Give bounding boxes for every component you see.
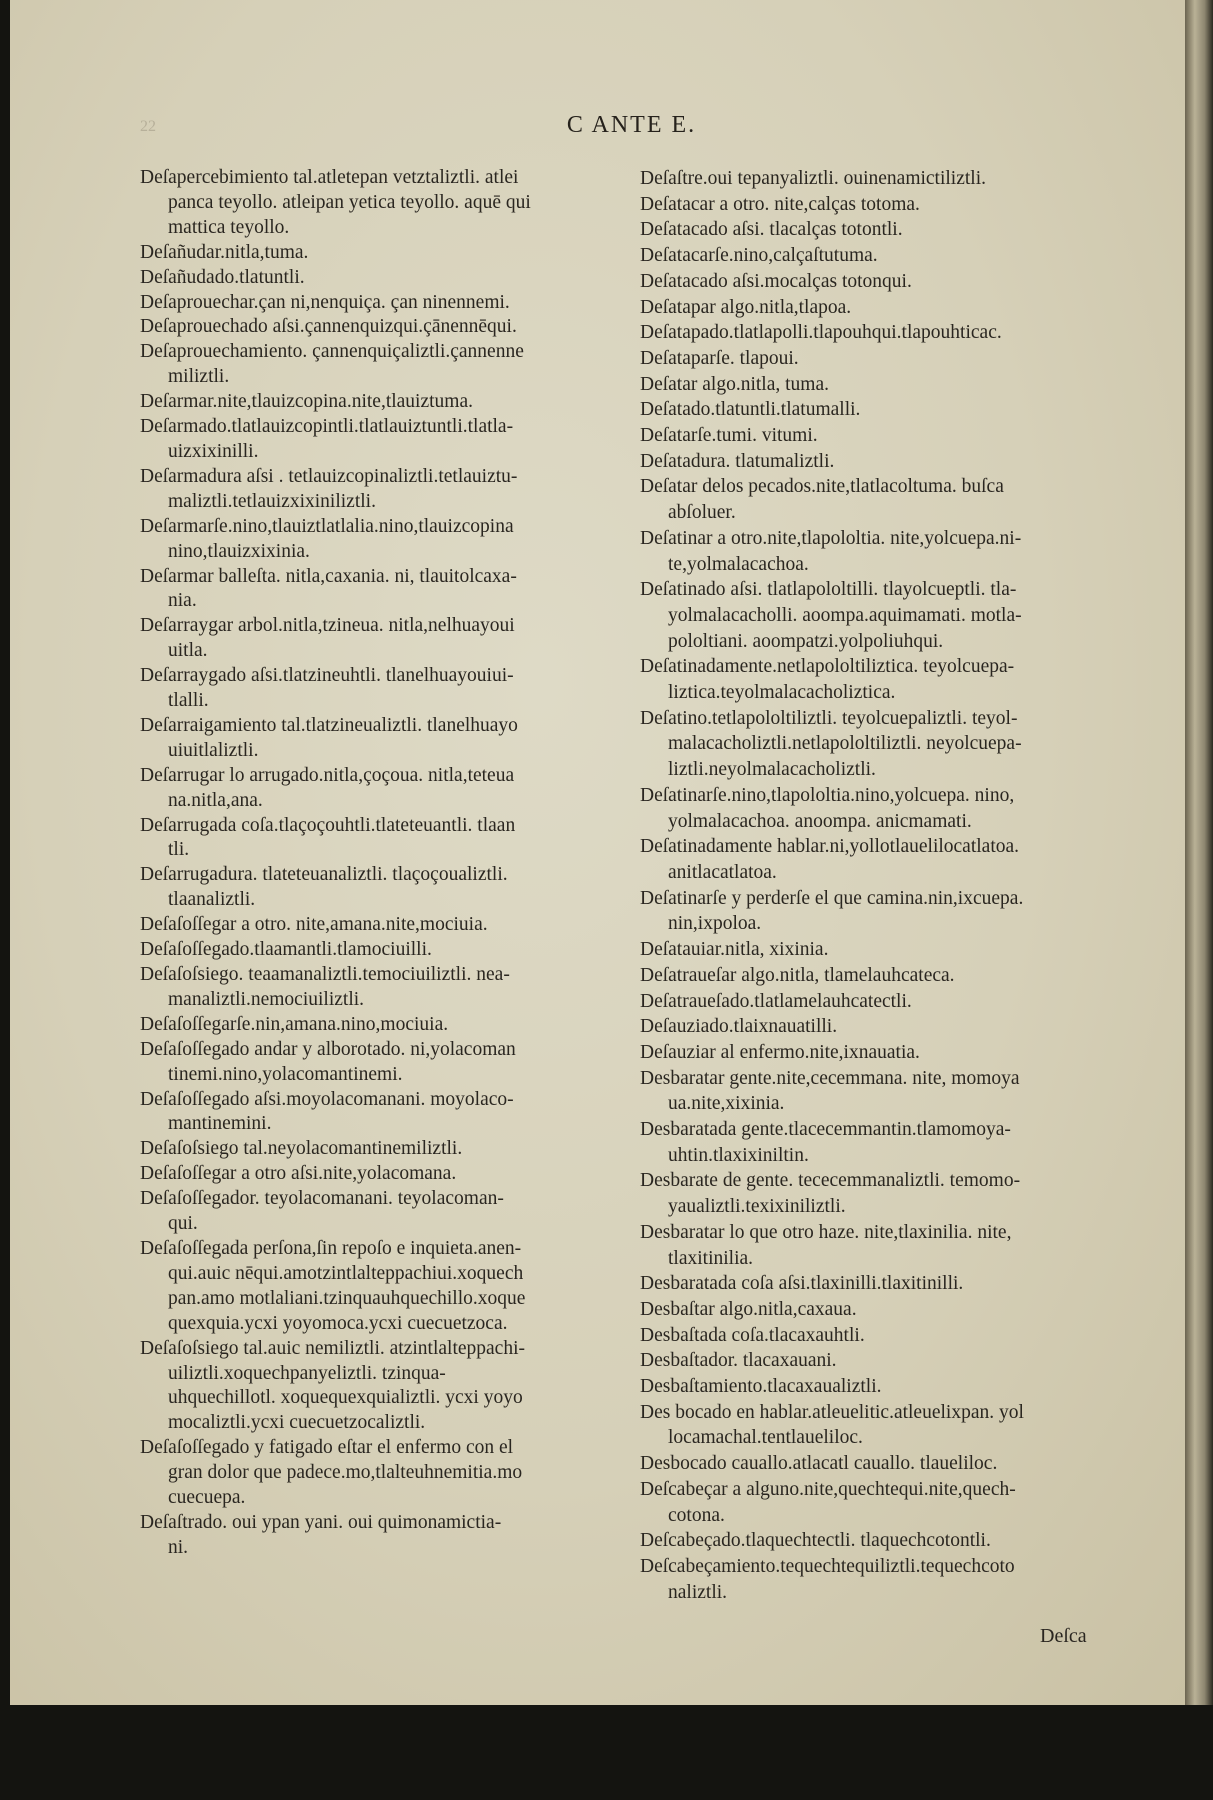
- entry-continuation: abſoluer.: [668, 502, 736, 524]
- entry-headline: Deſaſoſſegada perſona,ſin repoſo e inquieta.anen-: [140, 1237, 522, 1259]
- entry-headline: Deſatacado aſsi. tlacalças totontli.: [640, 219, 903, 241]
- entry-headline: Deſatraueſado.tlatlamelauhcatectli.: [640, 990, 912, 1012]
- entry-continuation: yolmalacacholli. aoompa.aquimamati. motla-: [668, 604, 1022, 626]
- entry-headline: Desbaratar gente.nite,cecemmana. nite, momoya: [640, 1067, 1020, 1089]
- entry-continuation: yaualiztli.texixiniliztli.: [668, 1196, 846, 1218]
- entry-headline: Deſarraygar arbol.nitla,tzineua. nitla,nelhuayoui: [140, 615, 515, 637]
- entry-headline: Deſatinar a otro.nite,tlapololtia. nite,yolcuepa.ni-: [640, 527, 1022, 549]
- dictionary-entry: [640, 243, 1024, 269]
- entry-headline: Deſaſoſsiego tal.neyolacomantinemiliztli.: [140, 1138, 463, 1160]
- entry-headline: Deſauziado.tlaixnauatilli.: [640, 1016, 838, 1038]
- dictionary-entry: [640, 192, 1024, 218]
- dictionary-entry: [640, 1297, 1024, 1323]
- dictionary-entry: [640, 1168, 1024, 1219]
- entry-continuation: tlaxitinilia.: [668, 1247, 754, 1269]
- entry-continuation: gran dolor que padece.mo,tlalteuhnemitia.mo: [168, 1462, 523, 1484]
- entry-continuation: mantinemini.: [168, 1113, 272, 1135]
- catchword: Deſca: [1040, 1625, 1087, 1647]
- dictionary-entry: [140, 1162, 531, 1187]
- entry-continuation: uhtin.tlaxixiniltin.: [668, 1144, 809, 1166]
- entry-continuation: tlaanaliztli.: [168, 889, 256, 911]
- entry-headline: Desbaſtador. tlacaxauani.: [640, 1350, 837, 1372]
- entry-continuation: manaliztli.nemociuiliztli.: [168, 988, 365, 1010]
- entry-continuation: liztica.teyolmalacacholiztica.: [668, 682, 896, 704]
- entry-headline: Deſaſoſſegar a otro aſsi.nite,yolacomana.: [140, 1163, 457, 1185]
- dictionary-entry: [640, 937, 1024, 963]
- entry-continuation: qui.: [168, 1213, 198, 1235]
- dictionary-entry: [640, 1528, 1024, 1554]
- entry-headline: Deſañudar.nitla,tuma.: [140, 241, 309, 263]
- entry-headline: Deſaſoſſegado aſsi.moyolacomanani. moyolaco-: [140, 1088, 514, 1110]
- entry-continuation: nino,tlauizxixinia.: [168, 540, 310, 562]
- entry-continuation: pololtiani. aoompatzi.yolpoliuhqui.: [668, 630, 944, 652]
- dictionary-entry: [140, 1038, 531, 1088]
- entry-continuation: anitlacatlatoa.: [668, 861, 777, 883]
- entry-continuation: panca teyollo. atleipan yetica teyollo. aquē qui: [168, 191, 531, 213]
- entry-continuation: uizxixinilli.: [168, 440, 259, 462]
- entry-headline: Deſatauiar.nitla, xixinia.: [640, 939, 829, 961]
- dictionary-entry: [140, 415, 531, 465]
- entry-headline: Deſatarſe.tumi. vitumi.: [640, 425, 818, 447]
- dictionary-entry: [140, 963, 531, 1013]
- dictionary-entry: [640, 526, 1024, 577]
- dictionary-entry: [640, 474, 1024, 525]
- entry-continuation: na.nitla,ana.: [168, 789, 263, 811]
- folio-number: 22: [140, 118, 156, 135]
- dictionary-entry: [140, 1187, 531, 1237]
- entry-headline: Deſarraigamiento tal.tlatzineualiztli. tlanelhuayo: [140, 714, 518, 736]
- entry-headline: Deſatinado aſsi. tlatlapololtilli. tlayolcueptli. tla-: [640, 579, 1017, 601]
- dictionary-entry: [140, 913, 531, 938]
- entry-continuation: cuecuepa.: [168, 1487, 246, 1509]
- entry-continuation: nia.: [168, 590, 197, 612]
- entry-headline: Deſarrugar lo arrugado.nitla,çoçoua. nitla,teteua: [140, 764, 515, 786]
- dictionary-entry: [640, 1220, 1024, 1271]
- entry-headline: Deſarmadura aſsi . tetlauizcopinaliztli.tetlauiztu-: [140, 465, 518, 487]
- entry-headline: Deſaſtrado. oui ypan yani. oui quimonamictia-: [140, 1511, 502, 1533]
- entry-headline: Deſaſoſſegarſe.nin,amana.nino,mociuia.: [140, 1013, 449, 1035]
- entry-continuation: ni.: [168, 1536, 189, 1558]
- left-column: [140, 166, 531, 1561]
- dictionary-entry: [140, 465, 531, 515]
- dictionary-entry: [640, 372, 1024, 398]
- dictionary-entry: [140, 291, 531, 316]
- dictionary-entry: [640, 1477, 1024, 1528]
- entry-headline: Deſaſoſſegado y fatigado eſtar el enfermo con el: [140, 1437, 514, 1459]
- entry-continuation: uitla.: [168, 640, 208, 662]
- dictionary-entry: [140, 565, 531, 615]
- entry-continuation: tinemi.nino,yolacomantinemi.: [168, 1063, 403, 1085]
- entry-headline: Deſaſtre.oui tepanyaliztli. ouinenamictiliztli.: [640, 168, 987, 189]
- dictionary-entry: [140, 315, 531, 340]
- entry-continuation: ua.nite,xixinia.: [668, 1093, 785, 1115]
- dictionary-entry: [140, 166, 531, 241]
- dictionary-entry: [640, 886, 1024, 937]
- dictionary-entry: [640, 706, 1024, 783]
- entry-headline: Deſatar delos pecados.nite,tlatlacoltuma. buſca: [640, 476, 1004, 498]
- dictionary-entry: [640, 1451, 1024, 1477]
- dictionary-entry: [640, 654, 1024, 705]
- entry-headline: Desbocado cauallo.atlacatl cauallo. tlaueliloc.: [640, 1453, 998, 1475]
- dictionary-entry: [140, 266, 531, 291]
- dictionary-entry: [640, 346, 1024, 372]
- entry-headline: Deſcabeçado.tlaquechtectli. tlaquechcotontli.: [640, 1530, 991, 1552]
- dictionary-entry: [140, 764, 531, 814]
- dictionary-entry: [140, 1511, 531, 1561]
- dictionary-entry: [140, 1088, 531, 1138]
- entry-headline: Deſatinarſe.nino,tlapololtia.nino,yolcuepa. nino,: [640, 784, 1015, 806]
- dictionary-entry: [640, 989, 1024, 1015]
- dictionary-entry: [140, 863, 531, 913]
- entry-headline: Deſaſoſſegador. teyolacomanani. teyolacoman-: [140, 1188, 504, 1210]
- entry-headline: Des bocado en hablar.atleuelitic.atleuelixpan. yol: [640, 1401, 1024, 1423]
- dictionary-entry: [640, 1066, 1024, 1117]
- entry-headline: Deſapercebimiento tal.atletepan vetztaliztli. atlei: [140, 167, 519, 188]
- entry-continuation: nin,ixpoloa.: [668, 913, 762, 935]
- entry-headline: Deſaſoſſegar a otro. nite,amana.nite,mociuia.: [140, 914, 488, 936]
- entry-continuation: locamachal.tentlaueliloc.: [668, 1427, 863, 1449]
- entry-headline: Deſatacarſe.nino,calçaſtutuma.: [640, 245, 878, 267]
- entry-headline: Deſañudado.tlatuntli.: [140, 266, 305, 288]
- dictionary-entry: [640, 269, 1024, 295]
- entry-headline: Deſaprouechar.çan ni,nenquiça. çan ninennemi.: [140, 291, 510, 313]
- entry-continuation: miliztli.: [168, 366, 230, 388]
- entry-continuation: qui.auic nēqui.amotzintlalteppachiui.xoquech: [168, 1262, 524, 1284]
- running-head: [0, 112, 1213, 139]
- dictionary-entry: [640, 320, 1024, 346]
- entry-headline: Deſatinadamente hablar.ni,yollotlauelilocatlatoa.: [640, 836, 1020, 858]
- dictionary-entry: [640, 449, 1024, 475]
- entry-headline: Deſarmado.tlatlauizcopintli.tlatlauiztuntli.tlatla-: [140, 416, 514, 438]
- dictionary-entry: [640, 217, 1024, 243]
- entry-continuation: mocaliztli.ycxi cuecuetzocaliztli.: [168, 1412, 426, 1434]
- entry-headline: Deſarmar balleſta. nitla,caxania. ni, tlauitolcaxa-: [140, 565, 517, 587]
- entry-headline: Deſatraueſar algo.nitla, tlamelauhcateca.: [640, 964, 955, 986]
- dictionary-entry: [640, 783, 1024, 834]
- dictionary-entry: [140, 340, 531, 390]
- dictionary-entry: [140, 1436, 531, 1511]
- entry-continuation: quexquia.ycxi yoyomoca.ycxi cuecuetzoca.: [168, 1312, 508, 1334]
- entry-continuation: mattica teyollo.: [168, 216, 290, 238]
- entry-headline: Deſatado.tlatuntli.tlatumalli.: [640, 399, 861, 421]
- entry-continuation: uiliztli.xoquechpanyeliztli. tzinqua-: [168, 1362, 446, 1384]
- dictionary-entry: [140, 614, 531, 664]
- entry-headline: Deſatacado aſsi.mocalças totonqui.: [640, 270, 912, 292]
- entry-headline: Desbaſtar algo.nitla,caxaua.: [640, 1298, 857, 1320]
- dictionary-entry: [640, 1040, 1024, 1066]
- dictionary-entry: [640, 1400, 1024, 1451]
- entry-headline: Deſaprouechamiento. çannenquiçaliztli.çannenne: [140, 341, 524, 363]
- entry-headline: Deſatinarſe y perderſe el que camina.nin,ixcuepa.: [640, 887, 1024, 909]
- dictionary-entry: [140, 714, 531, 764]
- entry-headline: Deſataparſe. tlapoui.: [640, 347, 799, 369]
- dictionary-entry: [140, 664, 531, 714]
- entry-continuation: tli.: [168, 839, 190, 861]
- dictionary-entry: [140, 814, 531, 864]
- entry-headline: Deſauziar al enfermo.nite,ixnauatia.: [640, 1041, 920, 1063]
- entry-continuation: uiuitlaliztli.: [168, 739, 259, 761]
- entry-headline: Desbaratar lo que otro haze. nite,tlaxinilia. nite,: [640, 1221, 1012, 1243]
- dictionary-entry: [640, 1323, 1024, 1349]
- entry-headline: Desbaſtada coſa.tlacaxauhtli.: [640, 1324, 865, 1346]
- dictionary-entry: [140, 1337, 531, 1437]
- dictionary-entry: [640, 1554, 1024, 1605]
- entry-headline: Deſatapar algo.nitla,tlapoa.: [640, 296, 852, 318]
- entry-headline: Deſatino.tetlapololtiliztli. teyolcuepaliztli. teyol-: [640, 707, 1018, 729]
- dictionary-entry: [140, 1237, 531, 1337]
- entry-continuation: te,yolmalacachoa.: [668, 553, 809, 575]
- entry-headline: Deſarrugada coſa.tlaçoçouhtli.tlateteuantli. tlaan: [140, 814, 516, 836]
- dictionary-entry: [140, 1137, 531, 1162]
- dictionary-entry: [140, 390, 531, 415]
- entry-headline: Desbaratada gente.tlacecemmantin.tlamomoya-: [640, 1119, 1011, 1141]
- dictionary-entry: [640, 1117, 1024, 1168]
- entry-continuation: liztli.neyolmalacacholiztli.: [668, 759, 876, 781]
- entry-headline: Desbarate de gente. tececemmanaliztli. temomo-: [640, 1170, 1021, 1192]
- dictionary-entry: [640, 423, 1024, 449]
- entry-headline: Deſaſoſſegado andar y alborotado. ni,yolacoman: [140, 1038, 516, 1060]
- entry-continuation: maliztli.tetlauizxixiniliztli.: [168, 490, 376, 512]
- entry-headline: Deſaſoſſegado.tlaamantli.tlamociuilli.: [140, 939, 432, 961]
- dictionary-entry: [640, 295, 1024, 321]
- entry-headline: Deſatapado.tlatlapolli.tlapouhqui.tlapouhticac.: [640, 322, 1002, 344]
- dictionary-entry: [640, 834, 1024, 885]
- dictionary-entry: [140, 515, 531, 565]
- dictionary-entry: [640, 1374, 1024, 1400]
- entry-continuation: tlalli.: [168, 690, 209, 712]
- running-head-text: C ANTE E.: [566, 112, 697, 138]
- entry-headline: Deſarraygado aſsi.tlatzineuhtli. tlanelhuayouiui-: [140, 665, 514, 687]
- entry-continuation: cotona.: [668, 1504, 725, 1526]
- entry-headline: Deſcabeçar a alguno.nite,quechtequi.nite,quech-: [640, 1478, 1016, 1500]
- dictionary-entry: [640, 963, 1024, 989]
- entry-headline: Deſatar algo.nitla, tuma.: [640, 373, 829, 395]
- entry-headline: Deſarmar.nite,tlauizcopina.nite,tlauiztuma.: [140, 391, 473, 413]
- entry-headline: Desbaſtamiento.tlacaxaualiztli.: [640, 1376, 882, 1398]
- entry-continuation: uhquechillotl. xoquequexquializtli. ycxi yoyo: [168, 1387, 523, 1409]
- dictionary-entry: [640, 397, 1024, 423]
- entry-headline: Deſatadura. tlatumaliztli.: [640, 450, 835, 472]
- dictionary-entry: [140, 241, 531, 266]
- entry-continuation: yolmalacachoa. anoompa. anicmamati.: [668, 810, 972, 832]
- dictionary-entry: [140, 938, 531, 963]
- dictionary-entry: [640, 1271, 1024, 1297]
- entry-continuation: malacacholiztli.netlapololtiliztli. neyolcuepa-: [668, 733, 1022, 755]
- entry-continuation: pan.amo motlaliani.tzinquauhquechillo.xoque: [168, 1287, 526, 1309]
- dictionary-entry: [640, 577, 1024, 654]
- entry-headline: Deſcabeçamiento.tequechtequiliztli.tequechcoto: [640, 1555, 1015, 1577]
- dictionary-entry: [140, 1013, 531, 1038]
- entry-headline: Desbaratada coſa aſsi.tlaxinilli.tlaxitinilli.: [640, 1273, 964, 1295]
- right-column: [640, 166, 1024, 1605]
- entry-continuation: naliztli.: [668, 1581, 728, 1603]
- facing-page-edge: [1185, 0, 1213, 1705]
- entry-headline: Deſaprouechado aſsi.çannenquizqui.çānennēqui.: [140, 316, 517, 338]
- entry-headline: Deſaſoſsiego. teaamanaliztli.temociuiliztli. nea-: [140, 964, 510, 985]
- dictionary-entry: [640, 166, 1024, 192]
- entry-headline: Deſatinadamente.netlapololtiliztica. teyolcuepa-: [640, 656, 1015, 678]
- entry-headline: Deſarrugadura. tlateteuanaliztli. tlaçoçoualiztli.: [140, 864, 508, 886]
- entry-headline: Deſarmarſe.nino,tlauiztlatlalia.nino,tlauizcopina: [140, 515, 514, 537]
- entry-headline: Deſaſoſsiego tal.auic nemiliztli. atzintlalteppachi-: [140, 1337, 525, 1359]
- dictionary-entry: [640, 1014, 1024, 1040]
- entry-headline: Deſatacar a otro. nite,calças totoma.: [640, 193, 920, 215]
- dictionary-entry: [640, 1348, 1024, 1374]
